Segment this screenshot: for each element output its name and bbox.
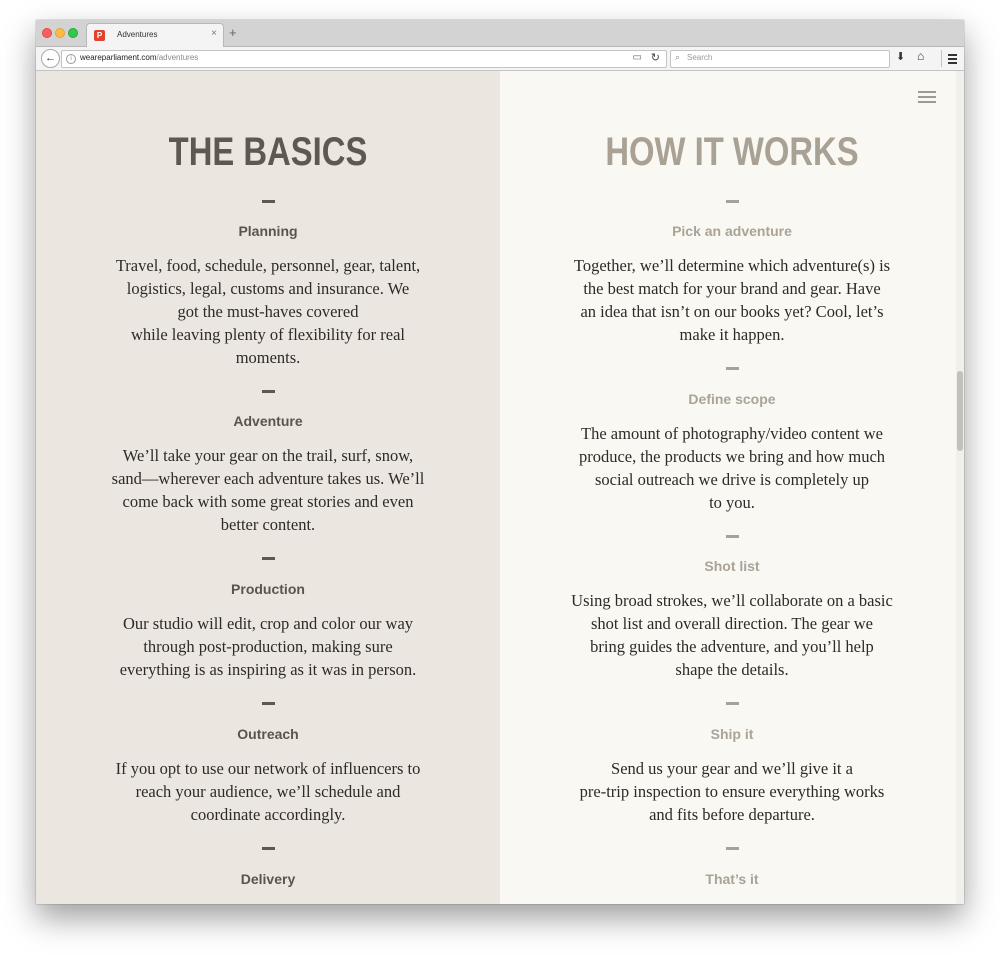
site-menu-icon[interactable]: [918, 91, 936, 105]
page-scrollbar[interactable]: [956, 71, 964, 904]
text-line: bring guides the adventure, and you’ll help: [590, 637, 874, 656]
url-bar[interactable]: [61, 50, 667, 68]
divider-dash: [262, 390, 275, 393]
close-tab-icon[interactable]: ×: [211, 28, 217, 39]
tab-strip: [36, 20, 964, 47]
search-placeholder: Search: [687, 53, 713, 62]
text-line: got the must-haves covered: [177, 302, 359, 321]
divider-dash: [262, 557, 275, 560]
back-arrow-icon[interactable]: ←: [41, 49, 60, 68]
zoom-window-button[interactable]: [68, 28, 78, 38]
close-window-button[interactable]: [42, 28, 52, 38]
divider-dash: [262, 200, 275, 203]
thats-it-title: That’s it: [705, 871, 759, 887]
menu-line: [948, 58, 957, 60]
search-icon: ⌕: [675, 52, 681, 62]
text-line: come back with some great stories and even: [122, 492, 414, 511]
ship-it-title: Ship it: [710, 726, 754, 742]
menu-line: [948, 62, 957, 64]
text-line: while leaving plenty of flexibility for real: [131, 325, 405, 344]
text-line: better content.: [220, 515, 316, 534]
divider-dash: [726, 200, 739, 203]
search-bar[interactable]: [670, 50, 890, 68]
url-host: weareparliament.com: [80, 53, 157, 62]
browser-window: [36, 20, 964, 904]
site-favicon-icon: P: [94, 30, 105, 41]
download-icon[interactable]: ⬇: [896, 51, 906, 63]
text-line: Travel, food, schedule, personnel, gear, talent,: [115, 256, 421, 275]
text-line: an idea that isn’t on our books yet? Cool, let’s: [580, 302, 884, 321]
menu-line: [948, 54, 957, 56]
adventure-title: Adventure: [233, 413, 303, 429]
text-line: everything is as inspiring as it was in person.: [119, 660, 417, 679]
text-line: logistics, legal, customs and insurance. We: [126, 279, 410, 298]
outreach-text: [88, 757, 448, 826]
text-line: Together, we’ll determine which adventure(s) is: [573, 256, 891, 275]
text-line: Our studio will edit, crop and color our way: [122, 614, 414, 633]
new-tab-icon[interactable]: +: [229, 25, 237, 40]
text-line: sand—wherever each adventure takes us. We’ll: [111, 469, 425, 488]
tab-adventures[interactable]: [86, 23, 224, 47]
planning-title: Planning: [238, 223, 298, 239]
divider-dash: [726, 847, 739, 850]
define-scope-title: Define scope: [688, 391, 776, 407]
text-line: and fits before departure.: [649, 805, 815, 824]
define-scope-text: [552, 422, 912, 514]
text-line: Send us your gear and we’ll give it a: [611, 759, 853, 778]
text-line: reach your audience, we’ll schedule and: [135, 782, 401, 801]
ship-it-text: [552, 757, 912, 826]
menu-line: [918, 96, 936, 98]
text-line: shot list and overall direction. The gear we: [591, 614, 873, 633]
adventure-text: [88, 444, 448, 536]
scrollbar-thumb[interactable]: [957, 371, 963, 451]
url-text: [80, 53, 198, 62]
text-line: social outreach we drive is completely up: [595, 470, 869, 489]
info-icon[interactable]: i: [66, 54, 76, 64]
how-it-works-column: [500, 71, 964, 904]
home-icon[interactable]: ⌂: [917, 49, 925, 63]
page-content: [36, 71, 964, 904]
text-line: make it happen.: [679, 325, 785, 344]
browser-menu-icon[interactable]: [941, 50, 964, 67]
url-path: /adventures: [156, 53, 199, 62]
planning-text: [98, 254, 438, 369]
tab-title: Adventures: [117, 30, 158, 39]
text-line: to you.: [709, 493, 755, 512]
outreach-title: Outreach: [237, 726, 299, 742]
basics-heading: THE BASICS: [168, 130, 368, 174]
production-text: [88, 612, 448, 681]
text-line: through post-production, making sure: [143, 637, 393, 656]
text-line: coordinate accordingly.: [190, 805, 346, 824]
text-line: moments.: [235, 348, 301, 367]
text-line: the best match for your brand and gear. Have: [583, 279, 881, 298]
text-line: The amount of photography/video content we: [581, 424, 883, 443]
how-it-works-heading: HOW IT WORKS: [605, 130, 859, 174]
text-line: shape the details.: [675, 660, 789, 679]
text-line: pre-trip inspection to ensure everything works: [579, 782, 885, 801]
basics-column: [36, 71, 500, 904]
production-title: Production: [231, 581, 305, 597]
divider-dash: [262, 702, 275, 705]
delivery-title: Delivery: [240, 871, 296, 887]
shot-list-title: Shot list: [704, 558, 760, 574]
text-line: produce, the products we bring and how much: [578, 447, 886, 466]
menu-line: [918, 101, 936, 103]
divider-dash: [726, 535, 739, 538]
text-line: We’ll take your gear on the trail, surf, snow,: [122, 446, 414, 465]
shot-list-text: [552, 589, 912, 681]
minimize-window-button[interactable]: [55, 28, 65, 38]
navigation-bar: [36, 47, 964, 71]
divider-dash: [726, 702, 739, 705]
pick-adventure-title: Pick an adventure: [672, 223, 792, 239]
divider-dash: [262, 847, 275, 850]
text-line: If you opt to use our network of influencers to: [115, 759, 421, 778]
text-line: Using broad strokes, we’ll collaborate on a basic: [571, 591, 893, 610]
reader-view-icon[interactable]: ▭: [632, 52, 642, 63]
reload-icon[interactable]: ↻: [650, 52, 660, 64]
pick-adventure-text: [552, 254, 912, 346]
divider-dash: [726, 367, 739, 370]
menu-line: [918, 91, 936, 93]
